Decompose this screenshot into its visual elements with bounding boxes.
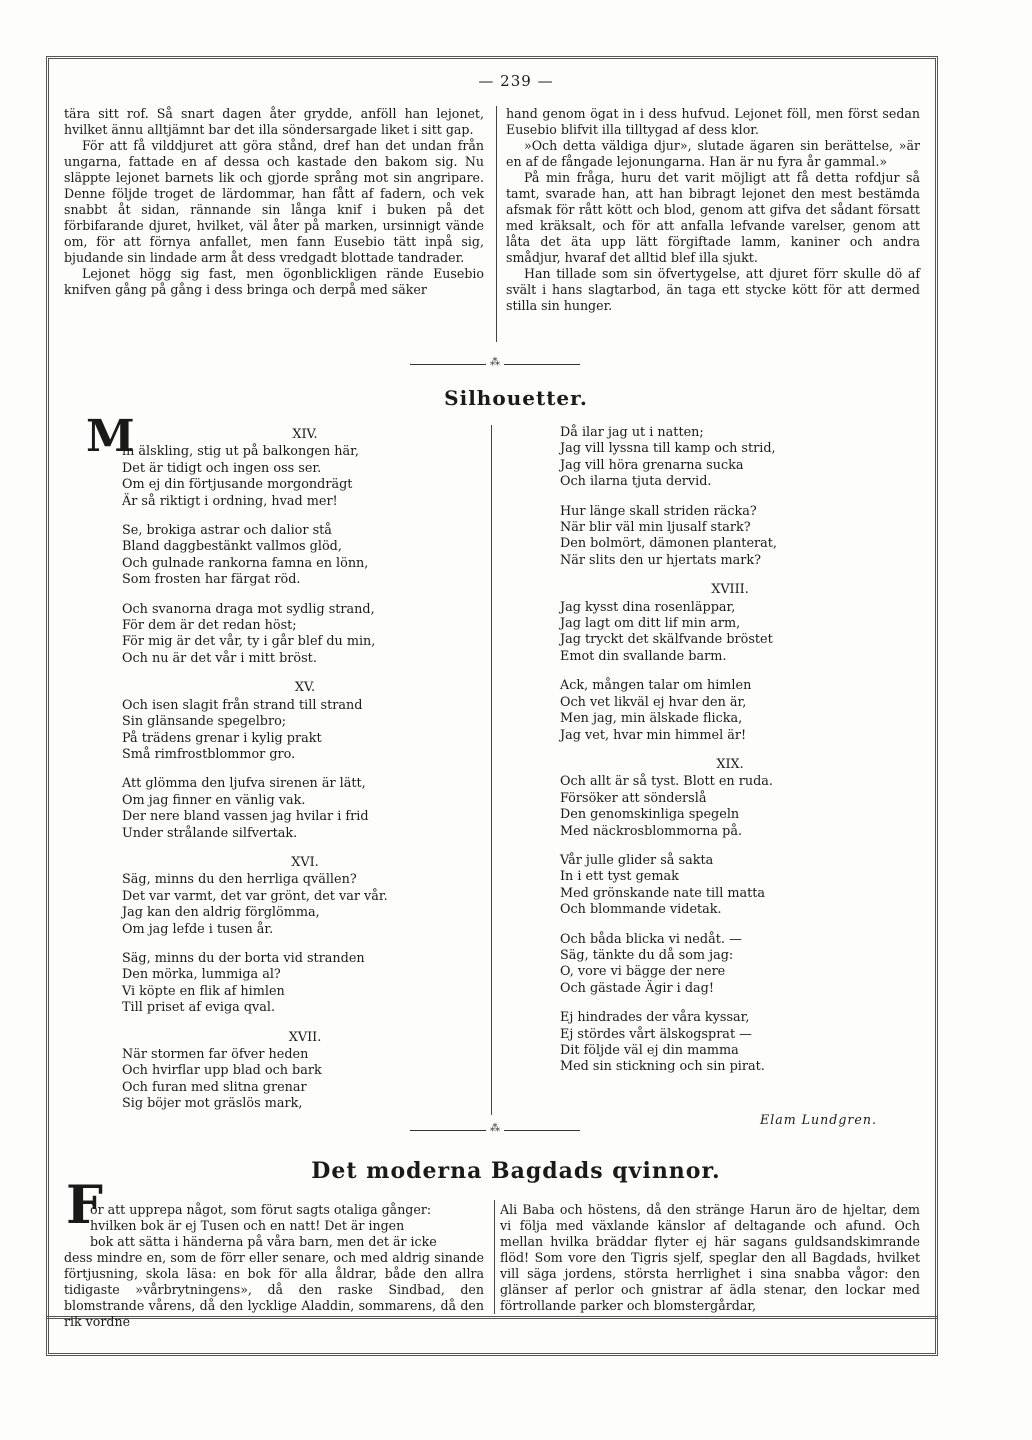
stanza xyxy=(560,425,900,491)
verse-line: Säg, tänkte du då som jag: xyxy=(560,947,734,963)
stanza xyxy=(560,853,900,919)
stanza xyxy=(560,600,900,666)
top-column-rule xyxy=(496,106,497,342)
verse-line: Vår julle glider så sakta xyxy=(560,852,714,868)
verse-line: Med sin stickning och sin pirat. xyxy=(560,1059,765,1075)
verse-line: Det var varmt, det var grönt, det var vår. xyxy=(122,888,388,904)
verse-line: Säg, minns du der borta vid stranden xyxy=(122,950,365,966)
verse-line: För dem är det redan höst; xyxy=(122,618,297,634)
ornament-glyph-2: ⁂ xyxy=(486,1123,504,1134)
article-drop-cap: F xyxy=(66,1175,103,1236)
section-numeral: XIV. xyxy=(292,427,318,442)
verse-line: Försöker att sönderslå xyxy=(560,790,707,806)
stanza xyxy=(122,444,488,510)
verse-line: För mig är det vår, ty i går blef du min, xyxy=(122,634,376,650)
verse-line: Och nu är det vår i mitt bröst. xyxy=(122,650,317,666)
section-numeral: XVIII. xyxy=(711,582,749,598)
stanza xyxy=(560,678,900,744)
verse-line: Till priset af eviga qval. xyxy=(122,1000,276,1016)
verse-line: in älskling, stig ut på balkongen här, xyxy=(122,444,359,460)
article-right-column xyxy=(500,1202,920,1314)
verse-line: Med grönskande nate till matta xyxy=(560,885,766,901)
article-right-text: Ali Baba och höstens, då den stränge Harun äro de hjeltar, dem vi följa med växlande känslor af deltagande och afund. Och mellan hvilka bräddar flyter ej här sagans guldsandskimrande flöd! Som vore den Tigris sjelf, speglar den all Bagdads, hvilket vill säga jordens, största herrlighet i sina snabba vågor: den glänser af perlor och gnistrar af ädla stenar, den lockar med förtrollande parker och blomstergårdar, xyxy=(500,1202,920,1313)
section-numeral: XVII. xyxy=(288,1029,322,1045)
paragraph: »Och detta väldiga djur», slutade ägaren sin berättelse, »är en af de fångade lejonungarna. Han är nu fyra år gammal.» xyxy=(506,138,920,169)
poem-drop-cap: M xyxy=(86,411,135,462)
verse-line: Och furan med slitna grenar xyxy=(122,1079,307,1095)
article-line: bok att sätta i händerna på våra barn, men det är icke xyxy=(90,1234,437,1249)
verse-line: O, vore vi bägge der nere xyxy=(560,964,726,980)
stanza xyxy=(122,872,488,938)
verse-line: Och blommande videtak. xyxy=(560,902,722,918)
verse-line: När slits den ur hjertats mark? xyxy=(560,552,761,568)
verse-line: Jag lagt om ditt lif min arm, xyxy=(560,616,741,632)
verse-line: Är så riktigt i ordning, hvad mer! xyxy=(122,493,338,509)
verse-line: Se, brokiga astrar och dalior stå xyxy=(122,523,332,539)
verse-line: Jag tryckt det skälfvande bröstet xyxy=(560,632,773,648)
verse-line: Ack, mången talar om himlen xyxy=(560,678,752,694)
verse-line: Dit följde väl ej din mamma xyxy=(560,1043,739,1058)
stanza xyxy=(122,523,488,589)
stanza xyxy=(122,698,488,764)
verse-line: Som frosten har färgat röd. xyxy=(122,572,301,588)
article-title: Det moderna Bagdads qvinnor. xyxy=(311,1158,721,1184)
paragraph: Lejonet högg sig fast, men ögonblickligen rände Eusebio knifven gång på gång i dess bringa och derpå med säker xyxy=(64,266,484,297)
verse-line: Att glömma den ljufva sirenen är lätt, xyxy=(122,776,366,792)
poem-author: Elam Lundgren. xyxy=(760,1112,877,1127)
stanza xyxy=(122,951,488,1017)
verse-line: Och båda blicka vi nedåt. — xyxy=(560,931,742,947)
verse-line: När stormen far öfver heden xyxy=(122,1047,309,1062)
verse-line: Sig böjer mot gräslös mark, xyxy=(122,1096,303,1112)
verse-line: Bland daggbestänkt vallmos glöd, xyxy=(122,539,342,555)
stanza xyxy=(122,602,488,668)
verse-line: Om jag finner en vänlig vak. xyxy=(122,792,306,808)
verse-line: Och gästade Ägir i dag! xyxy=(560,980,714,996)
verse-line: Med näckrosblommorna på. xyxy=(560,823,743,839)
verse-line: Små rimfrostblommor gro. xyxy=(122,746,296,762)
verse-line: Jag kan den aldrig förglömma, xyxy=(122,905,320,921)
article-left-column xyxy=(64,1202,484,1330)
paragraph: För att få vilddjuret att göra stånd, dref han det undan från ungarna, fattade en af dessa och kastade den bakom sig. Nu släppte lejonet barnets lik och gjorde språng mot sin angripare. Denne följde troget de lärdommar, han fått af fadern, och vek snabbt åt sidan, rännande sin långa knif i buken på det förbifarande djuret, hvilket, väl åter på marken, ursinnigt vände om, för att förnya anfallet, men fann Eusebio tätt inpå sig, bjudande sin lindade arm åt dess vredgadt blottade tandrader. xyxy=(64,138,484,265)
verse-line: Den mörka, lummiga al? xyxy=(122,967,281,983)
verse-line: Sin glänsande spegelbro; xyxy=(122,714,287,730)
verse-line: Och gulnade rankorna famna en lönn, xyxy=(122,555,369,571)
stanza xyxy=(560,504,900,570)
verse-line: Och isen slagit från strand till strand xyxy=(122,697,363,713)
verse-line: In i ett tyst gemak xyxy=(560,869,679,885)
stanza xyxy=(122,1047,488,1113)
article-line: hvilken bok är ej Tusen och en natt! Det är ingen xyxy=(90,1218,405,1233)
verse-line: Ej hindrades der våra kyssar, xyxy=(560,1010,750,1026)
section-numeral: XV. xyxy=(294,680,316,696)
article-column-rule xyxy=(494,1200,495,1314)
ornament-glyph: ⁂ xyxy=(486,357,504,368)
verse-line: Och ilarna tjuta dervid. xyxy=(560,474,712,490)
verse-line: Säg, minns du den herrliga qvällen? xyxy=(122,872,357,888)
verse-line: Och svanorna draga mot sydlig strand, xyxy=(122,601,375,617)
verse-line: Vi köpte en flik af himlen xyxy=(122,983,285,999)
top-right-column xyxy=(506,106,920,342)
stanza xyxy=(560,1010,900,1076)
stanza xyxy=(560,932,900,998)
verse-line: Det är tidigt och ingen oss ser. xyxy=(122,460,322,476)
article-line: ör att upprepa något, som förut sagts otaliga gånger: xyxy=(90,1202,432,1217)
verse-line: Under strålande silfvertak. xyxy=(122,825,298,841)
verse-line: Om jag lefde i tusen år. xyxy=(122,921,274,937)
verse-line: Men jag, min älskade flicka, xyxy=(560,711,743,727)
page-number: — 239 — xyxy=(478,72,554,90)
verse-line: Då ilar jag ut i natten; xyxy=(560,425,704,440)
verse-line: Jag kysst dina rosenläppar, xyxy=(560,599,736,615)
section-numeral: XVI. xyxy=(291,854,319,870)
paragraph: tära sitt rof. Så snart dagen åter grydde, anföll han lejonet, hvilket ännu alltjämnt bar det illa söndersargade liket i sitt gap. xyxy=(64,106,484,137)
poem-column-rule xyxy=(491,425,492,1115)
ornament-divider xyxy=(410,357,580,368)
stanza xyxy=(122,776,488,842)
verse-line: Hur länge skall striden räcka? xyxy=(560,503,757,519)
paragraph: På min fråga, huru det varit möjligt att få detta rofdjur så tamt, svarade han, att han bibragt lejonet den mest bestämda afsmak för rått kött och blod, genom att gifva det sådant försatt med kräksalt, och för att anfalla lefvande varelser, genom att låta det äta upp lätt förgiftade lamm, kaniner och andra smådjur, hvaraf det alltid blef illa sjukt. xyxy=(506,170,920,265)
verse-line: På trädens grenar i kylig prakt xyxy=(122,730,322,746)
poem-title: Silhouetter. xyxy=(444,386,588,410)
verse-line: Och hvirflar upp blad och bark xyxy=(122,1063,322,1079)
verse-line: Jag vill höra grenarna sucka xyxy=(560,457,744,473)
article-left-rest: dess mindre en, som de förr eller senare, och med aldrig sinande förtjusning, skola läsa: en bok för alla åldrar, både den allra tidigaste »vårbrytningens», då den raske Sindbad, den blomstrande vårens, då den lycklige Aladdin, sommarens, då den rik vordne xyxy=(64,1250,484,1329)
verse-line: Emot din svallande barm. xyxy=(560,648,727,664)
verse-line: Der nere bland vassen jag hvilar i frid xyxy=(122,809,369,825)
poem-right-column xyxy=(560,425,900,1089)
poem-left-column xyxy=(122,425,488,1126)
ornament-divider-2 xyxy=(410,1123,580,1134)
verse-line: Om ej din förtjusande morgondrägt xyxy=(122,477,353,493)
verse-line: Ej stördes vårt älskogsprat — xyxy=(560,1026,752,1042)
top-left-column xyxy=(64,106,484,342)
paragraph: Han tillade som sin öfvertygelse, att djuret förr skulle dö af svält i hans slagtarbod, än taga ett stycke kött för att dermed stilla sin hunger. xyxy=(506,266,920,313)
verse-line: Jag vet, hvar min himmel är! xyxy=(560,727,747,743)
verse-line: Den bolmört, dämonen planterat, xyxy=(560,536,777,552)
verse-line: Jag vill lyssna till kamp och strid, xyxy=(560,441,776,457)
verse-line: Den genomskinliga spegeln xyxy=(560,807,740,823)
paragraph: hand genom ögat in i dess hufvud. Lejonet föll, men först sedan Eusebio blifvit illa tilltygad af dess klor. xyxy=(506,106,920,137)
verse-line: När blir väl min ljusalf stark? xyxy=(560,520,751,536)
verse-line: Och allt är så tyst. Blott en ruda. xyxy=(560,774,773,790)
section-numeral: XIX. xyxy=(716,756,744,772)
stanza xyxy=(560,774,900,840)
verse-line: Och vet likväl ej hvar den är, xyxy=(560,694,747,710)
